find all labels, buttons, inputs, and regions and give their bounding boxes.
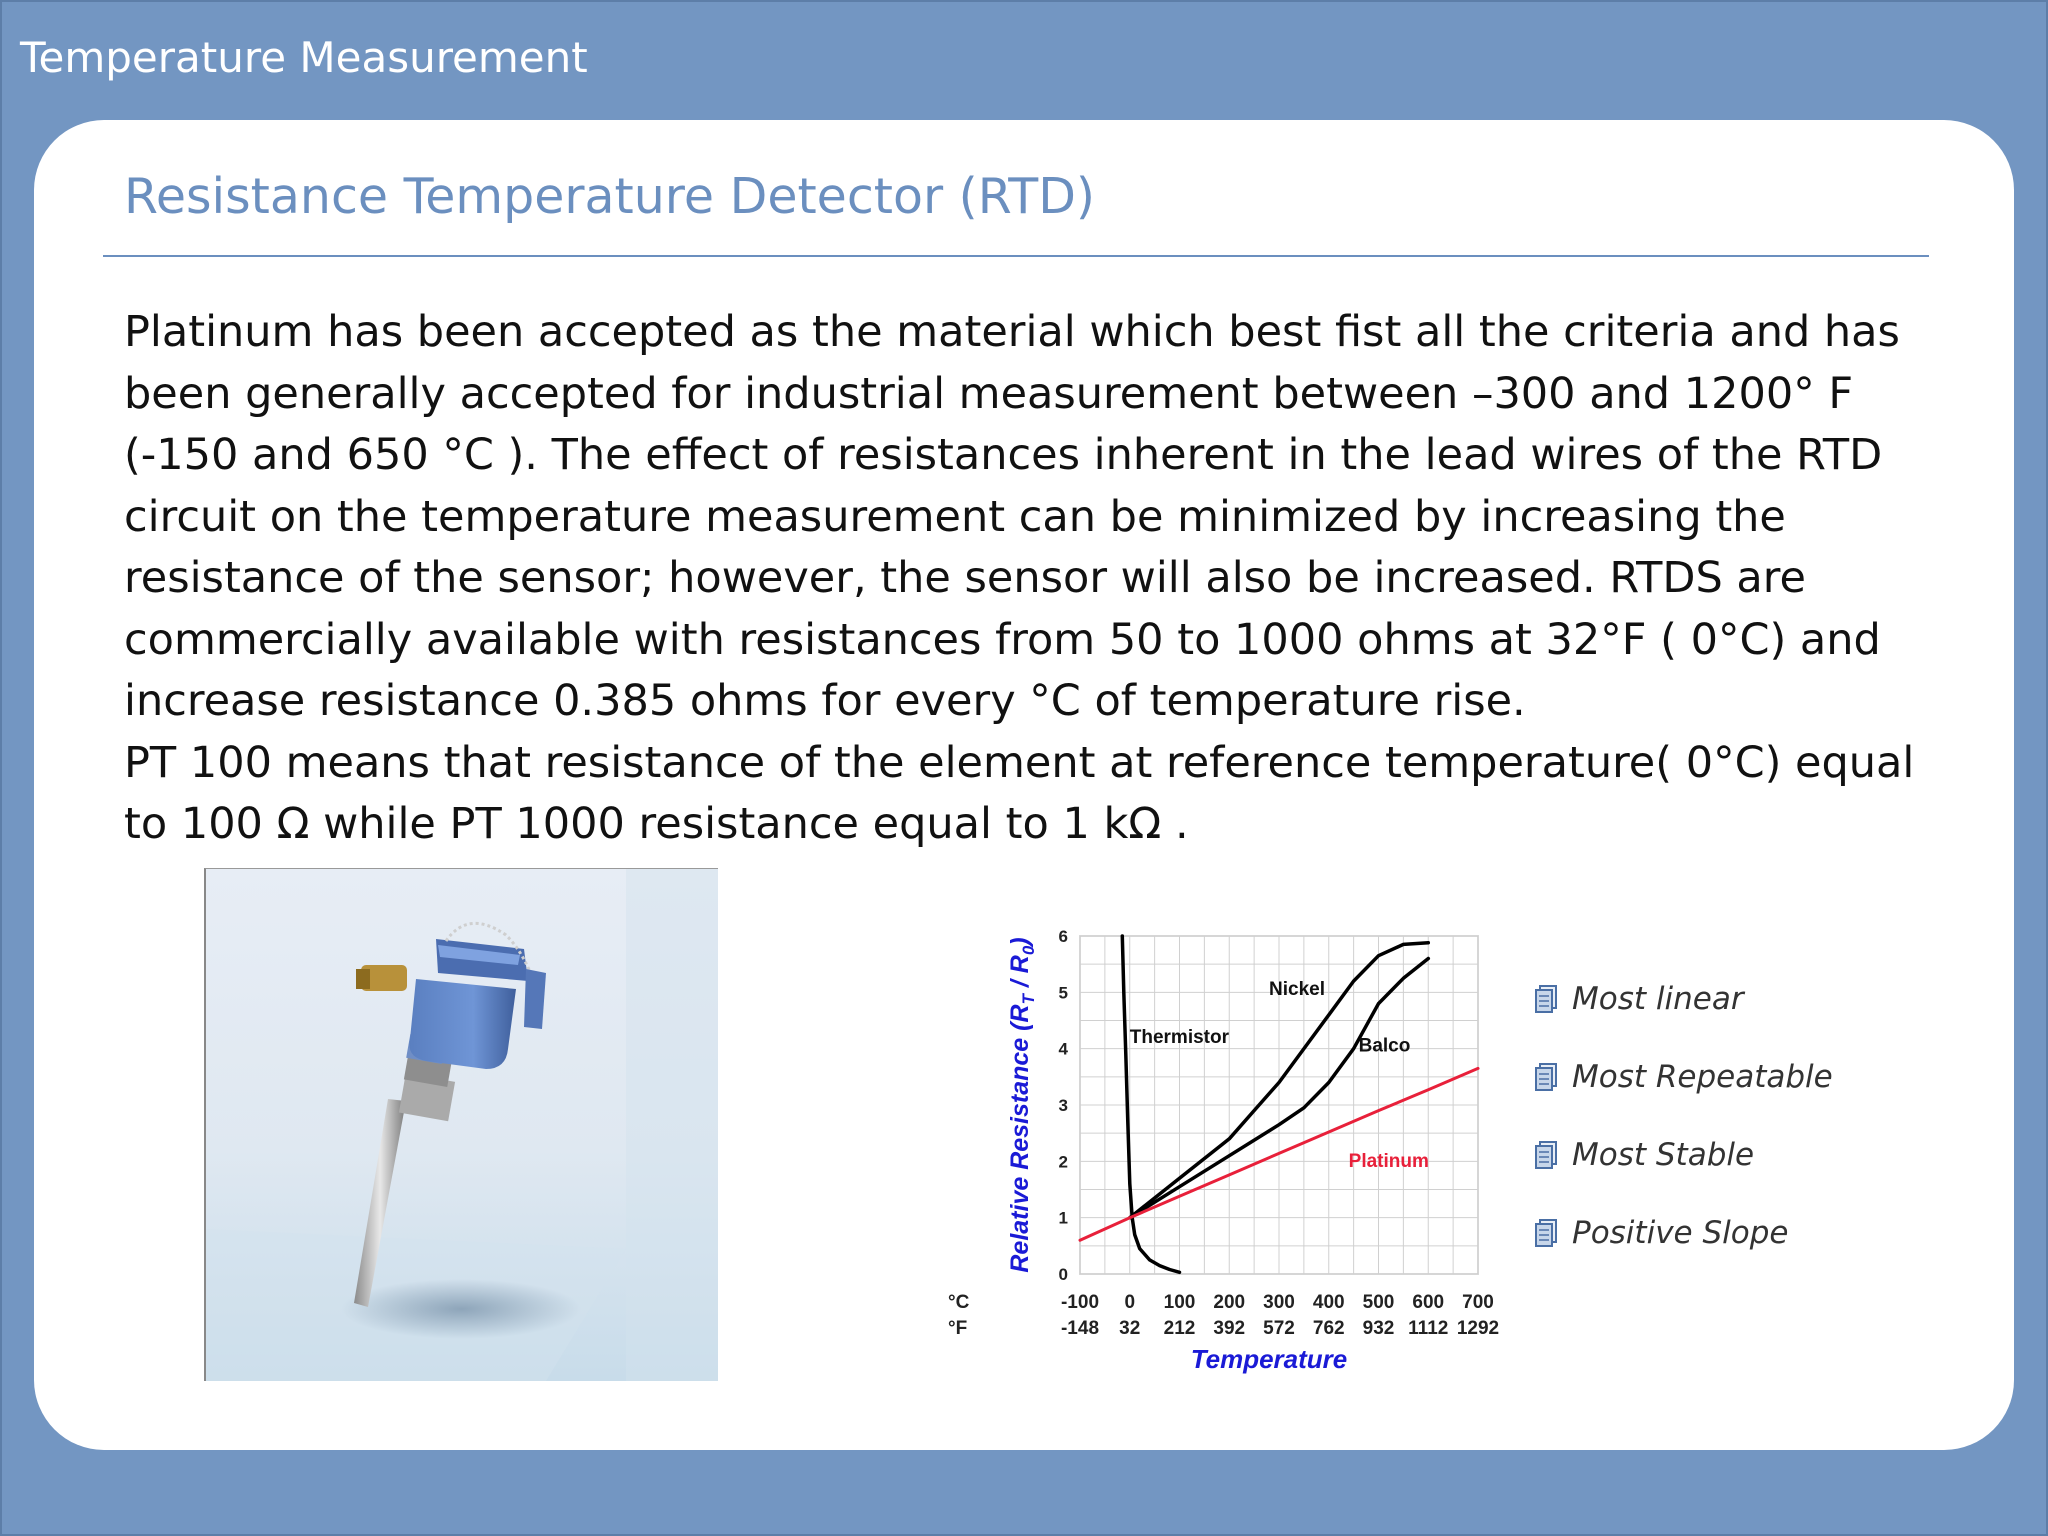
series-annotation: Nickel [1269, 979, 1326, 1001]
document-bullet-icon [1530, 1061, 1562, 1093]
x-tick-label-fahrenheit: 212 [1163, 1318, 1196, 1339]
x-tick-label-fahrenheit: 392 [1213, 1318, 1246, 1339]
rtd-sensor-illustration [206, 869, 718, 1381]
header-title: Temperature Measurement [20, 33, 588, 82]
feature-item [1530, 1194, 1850, 1272]
feature-label: Most Stable [1572, 1137, 1755, 1173]
resistance-chart [940, 890, 1540, 1390]
x-tick-label-fahrenheit: 762 [1312, 1318, 1345, 1339]
x-tick-label-celsius: 600 [1412, 1292, 1445, 1313]
x-tick-label-fahrenheit: 32 [1119, 1318, 1141, 1339]
y-tick-label: 1 [1058, 1208, 1068, 1228]
paragraph-platinum: Platinum has been accepted as the material which best fist all the criteria and has been generally accepted for industrial measurement between –300 and 1200° F (-150 and 650 °C ). The effect of resistances inherent in the lead wires of the RTD circuit on the temperature measurement can be minimized by increasing the resistance of the sensor; however, the sensor will also be increased. RTDS are commercially available with resistances from 50 to 1000 ohms at 32°F ( 0°C) and increase resistance 0.385 ohms for every °C of temperature rise. [124, 307, 1900, 726]
x-tick-label-celsius: 700 [1462, 1292, 1494, 1313]
rtd-features-list [1530, 960, 1850, 1272]
x-tick-label-celsius: 100 [1163, 1292, 1196, 1313]
y-tick-label: 2 [1058, 1152, 1068, 1172]
y-tick-label: 5 [1058, 983, 1068, 1003]
title-divider [103, 255, 1929, 257]
y-tick-label: 0 [1058, 1265, 1068, 1284]
y-axis-label: Relative Resistance $(R_T / R_0)$ [1006, 937, 1038, 1273]
slide-title: Resistance Temperature Detector (RTD) [124, 168, 1096, 225]
x-unit-fahrenheit: °F [948, 1318, 968, 1339]
feature-item [1530, 960, 1850, 1038]
x-tick-label-celsius: 300 [1263, 1292, 1295, 1313]
body-text [124, 302, 1954, 856]
resistance-chart-svg [940, 890, 1540, 1390]
rtd-sensor-photo [204, 868, 718, 1381]
x-tick-label-celsius: 200 [1213, 1292, 1246, 1313]
series-annotation: Balco [1358, 1035, 1411, 1057]
x-tick-label-fahrenheit: 932 [1362, 1318, 1395, 1339]
y-tick-label: 6 [1058, 927, 1068, 946]
x-tick-label-fahrenheit: 1112 [1408, 1318, 1449, 1339]
x-unit-celsius: °C [948, 1292, 970, 1313]
x-tick-label-celsius: 0 [1124, 1292, 1136, 1313]
y-tick-label: 4 [1058, 1039, 1068, 1059]
x-axis-label: Temperature [1190, 1344, 1348, 1374]
series-annotation: Platinum [1348, 1150, 1429, 1172]
paragraph-pt100: PT 100 means that resistance of the element at reference temperature( 0°C) equal to 100 Ω while PT 1000 resistance equal to 1 kΩ . [124, 737, 1915, 849]
document-bullet-icon [1530, 983, 1562, 1015]
feature-item [1530, 1116, 1850, 1194]
x-tick-label-fahrenheit: -148 [1060, 1318, 1100, 1339]
x-tick-label-celsius: 500 [1362, 1292, 1395, 1313]
feature-label: Most Repeatable [1572, 1059, 1833, 1095]
y-tick-label: 3 [1058, 1096, 1068, 1115]
feature-item [1530, 1038, 1850, 1116]
x-tick-label-celsius: -100 [1060, 1292, 1100, 1313]
document-bullet-icon [1530, 1217, 1562, 1249]
x-tick-label-celsius: 400 [1312, 1292, 1345, 1313]
x-tick-label-fahrenheit: 572 [1263, 1318, 1295, 1339]
x-tick-label-fahrenheit: 1292 [1456, 1318, 1500, 1339]
series-annotation: Thermistor [1129, 1027, 1229, 1049]
feature-label: Positive Slope [1572, 1215, 1789, 1251]
document-bullet-icon [1530, 1139, 1562, 1171]
feature-label: Most linear [1572, 981, 1744, 1017]
